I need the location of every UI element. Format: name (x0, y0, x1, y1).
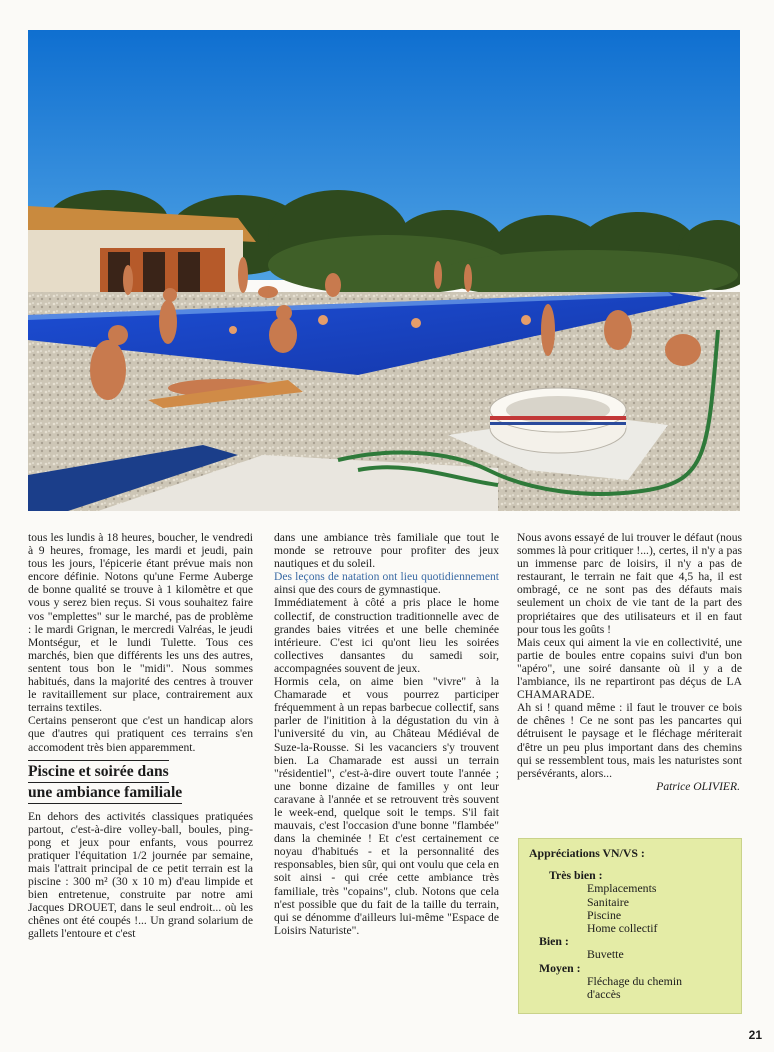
rating-item: Home collectif (587, 921, 658, 936)
paragraph: Ah si ! quand même : il faut le trouver ce bois de chênes ! Ce ne sont pas les pancartes qui détruisent le paysage et le fléchage mériterait d'être un peu plus important dans des chemins qui se ressemblent tous, mais les naturistes sont persévérants, alors... (517, 701, 742, 780)
pool-photo (28, 30, 740, 511)
rating-item: Sanitaire (587, 894, 629, 909)
rating-item: d'accès (587, 987, 621, 1002)
paragraph: Nous avons essayé de lui trouver le défaut (nous sommes là pour critiquer !...), certes, il n'y a pas un immense parc de loisirs, il n'y a pas de restaurant, le terrain ne fait que 4,5 ha, il est ombragé, ce ne sont pas des défauts mais seulement un choix de vie tant de la part des propriétaires que des utilisateurs et il en faut pour tous les goûts ! (517, 531, 742, 636)
ratings-title: Appréciations VN/VS : (529, 846, 645, 860)
text-column-1 (28, 531, 253, 941)
paragraph: dans une ambiance très familiale que tout le monde se retrouve pour profiter des jeux nautiques et du soleil. (274, 531, 499, 571)
section-heading (28, 760, 253, 804)
heading-line-2: une ambiance familiale (28, 782, 182, 804)
rating-category-moyen: Moyen : (539, 960, 581, 975)
text-column-2 (274, 531, 499, 937)
highlighted-text: Des leçons de natation ont lieu quotidiennement (274, 570, 499, 584)
page-number: 21 (748, 1028, 762, 1042)
paragraph: En dehors des activités classiques pratiquées partout, c'est-à-dire volley-ball, boules, ping-pong et jeux pour enfants, vous pourrez pratiquer l'équitation 1/2 journée par semaine, mais l'attrait principal de ce petit terrain est la piscine : 300 m² (30 x 10 m) d'eau limpide et bien entretenue, construite par notre ami Jacques DROUET, dans le seul endroit... où les chênes ont été coupés !... Un grand solarium de gallets l'entoure et c'est (28, 809, 253, 941)
rating-category-tres-bien: Très bien : (549, 868, 603, 883)
paragraph: Mais ceux qui aiment la vie en collectivité, une partie de boules entre copains suivi d'un bon "apéro", une soiré dansante où il y a de l'ambiance, ils ne repartiront pas déçus de LA CHAMARADE. (517, 635, 742, 702)
paragraph (274, 570, 499, 596)
paragraph: Hormis cela, on aime bien "vivre" à la Chamarade et vous pourrez participer fréquemment à un repas barbecue collectif, sans parler de l'initition à la dégustation du vin à l'université du vin, au Château Médiéval de Suze-la-Rousse. Si les vacanciers s'y trouvent bien. La Chamarade est aussi un terrain "résidentiel", c'est-à-dire ouvert toute l'année ; une bonne dizaine de familles y ont leur caravane à l'année et se retrouvent très souvent le week-end, quelque soit le temps. S'il fait mauvais, c'est l'occasion d'une bonne "flambée" dans la cheminée ! Et c'est certainement ce noyau d'habitués - et la personnalité des responsables, bien sûr, qui ont voulu que cela en soit ainsi - qui crée cette ambiance très familiale, très "copains", club. Notons que cela n'est possible que du fait de la taille du terrain, qui se dénomme d'ailleurs lui-même "Espace de Loisirs Naturiste". (274, 675, 499, 937)
paragraph-text: ainsi que des cours de gymnastique. (274, 583, 441, 597)
rating-item: Piscine (587, 907, 622, 922)
heading-line-1: Piscine et soirée dans (28, 760, 169, 783)
rating-category-bien: Bien : (539, 934, 569, 949)
rating-item: Fléchage du chemin (587, 973, 682, 988)
author-signature: Patrice OLIVIER. (656, 779, 740, 793)
ratings-box (518, 838, 742, 1014)
text-column-3 (517, 531, 742, 793)
paragraph: tous les lundis à 18 heures, boucher, le vendredi à 9 heures, fromage, les mardi et jeudi, pain tous les jours, l'épicerie étant prévue mais non encore définie. Notons qu'une Ferme Auberge de bonne qualité se trouve à 1 kilomètre et que vous y serez bien reçus. Si vous souhaitez faire vos "emplettes" sur le marché, pas de problème : le mardi Grignan, le mercredi Valréas, le jeudi Montségur, et le lundi Tulette. Tous ces marchés, bien que différents les uns des autres, sentent tous bon le "midi". Nous sommes habitués, dans la majorité des centres à trouver le ravitaillement sur place, contrairement aux terrains textiles. (28, 531, 253, 715)
rating-item: Emplacements (587, 881, 657, 896)
paragraph: Immédiatement à côté a pris place le home collectif, de construction traditionnelle avec de grandes baies vitrées et une belle cheminée intérieure. C'est ici qu'ont lieu les soirées collectives dansantes du samedi soir, accompagnées souvent de jeux. (274, 596, 499, 675)
rating-item: Buvette (587, 947, 624, 962)
paragraph: Certains penseront que c'est un handicap alors que d'autres qui pratiquent ces terrains s'en accomodent très bien apparemment. (28, 714, 253, 754)
